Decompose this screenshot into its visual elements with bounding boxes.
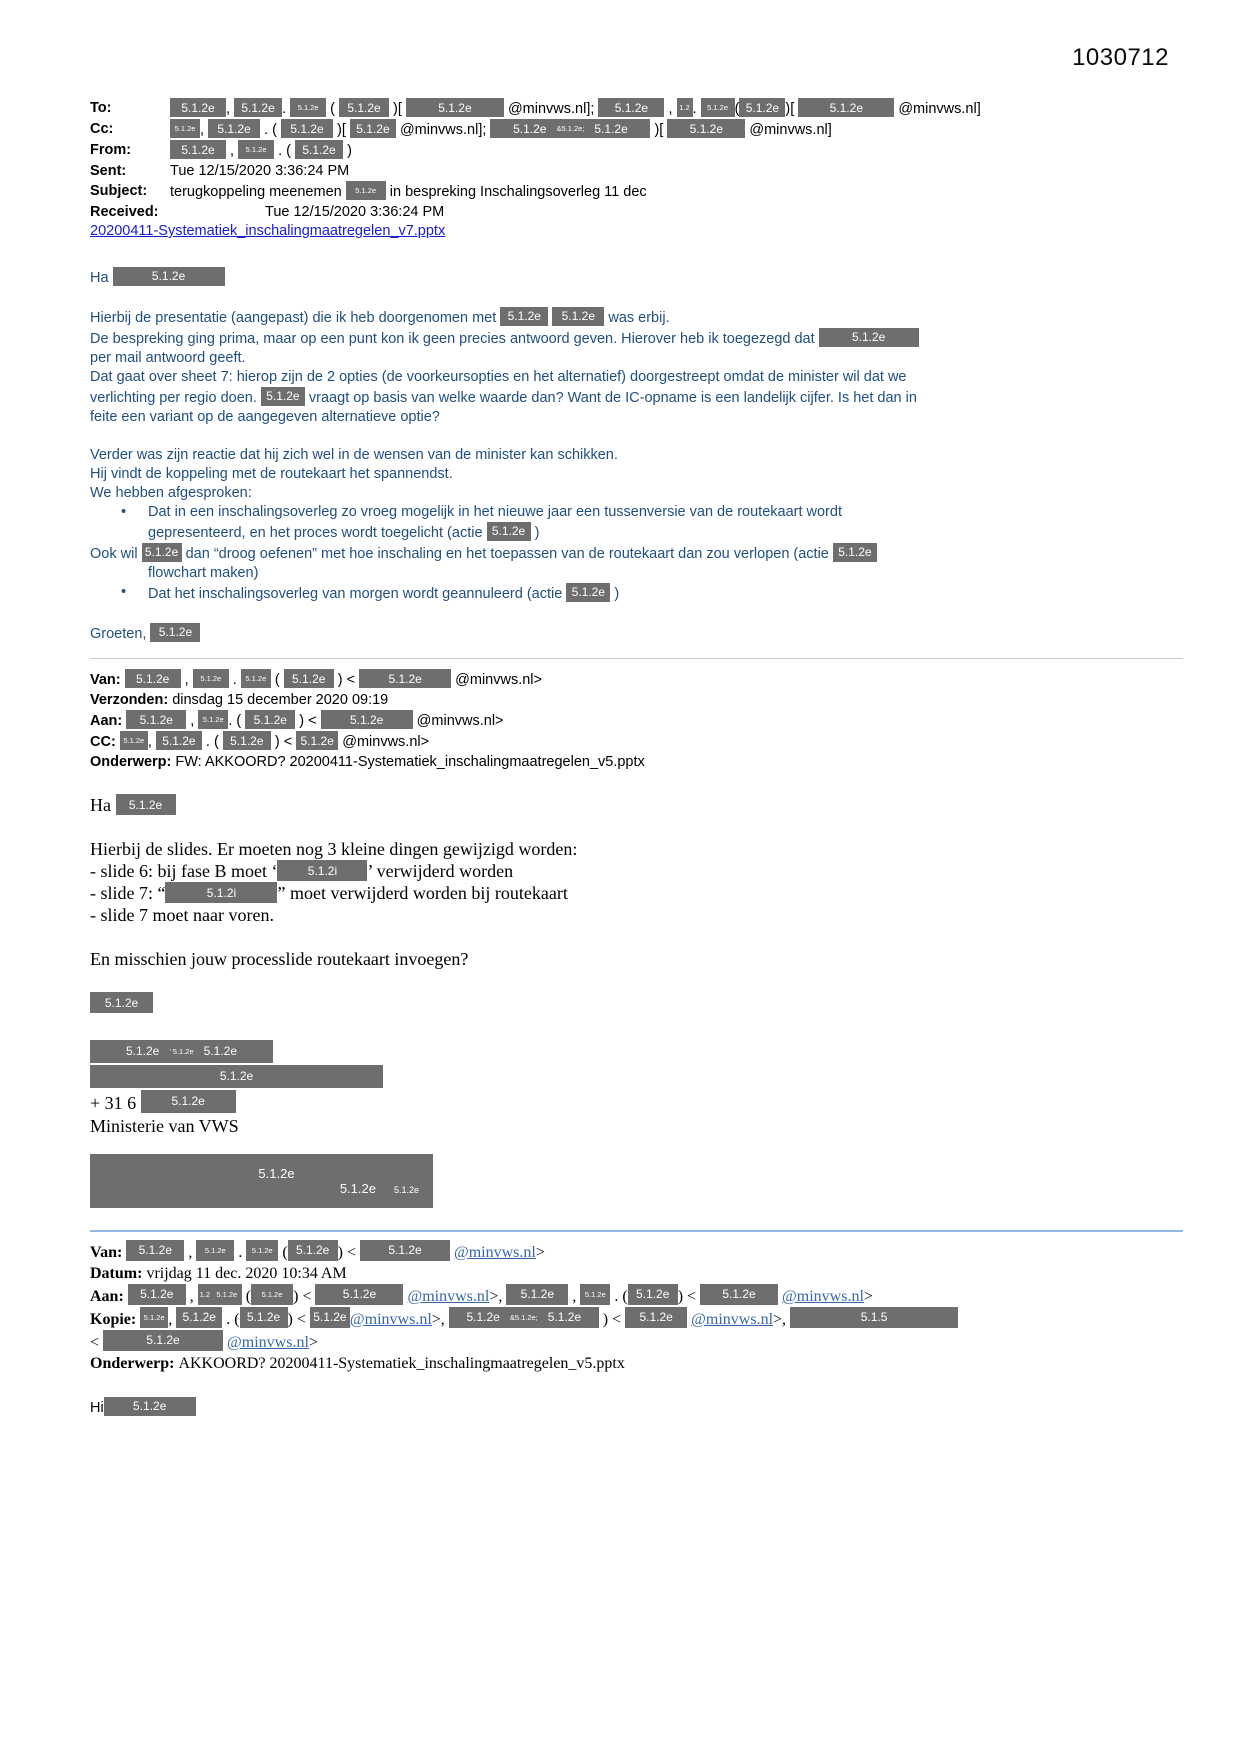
text-line [90,1284,1183,1307]
field-value [170,98,1183,119]
text-span: >, [431,1311,449,1328]
redaction-box: 5.1.2e [126,1240,184,1261]
text-span: , [664,101,677,117]
text-span: ( [270,672,284,688]
text-span: @minvws.nl> [451,672,542,688]
blank-line [90,427,1183,446]
text-span: @minvws.nl] [745,122,832,138]
redaction-box: 5.1.2e [246,1240,278,1261]
field-label: Datum: [90,1265,147,1282]
text-line [90,484,1183,503]
text-span: terugkoppeling meenemen [170,184,346,200]
text-span: vraagt op basis van welke waarde dan? Want de IC-opname is een landelijk cijfer. Is het dan in [304,390,917,406]
redaction-box: 5.1.5 [790,1307,958,1328]
header-field-row [90,161,1183,181]
redaction-box: 5.1.2e &5.1.2e; 5.1.2e [449,1307,599,1328]
text-span: , [568,1288,581,1305]
text-span: , [200,122,209,138]
redaction-box: 5.1.2e [238,140,274,159]
text-span: < [90,1334,104,1351]
field-label: Onderwerp: [90,1355,179,1372]
blank-line [90,772,1183,794]
text-span: vrijdag 11 dec. 2020 10:34 AM [146,1265,347,1282]
text-span: , [186,713,199,729]
email1-body [90,267,1183,644]
text-span: @minvws.nl] [894,101,981,117]
text-line [90,1090,1183,1115]
text-line [90,710,1183,731]
blank-line [90,288,1183,307]
redaction-box: 5.1.2e [819,328,919,347]
redaction-box: 5.1.2e [90,992,153,1013]
text-line [90,349,1183,368]
text-line [90,1040,1183,1065]
text-span: flowchart maken) [148,565,259,581]
text-line [90,690,1183,710]
blank-line [90,816,1183,838]
redaction-box: 5.1.2e [315,1284,403,1305]
text-span: ) [610,586,620,602]
blank-line [90,970,1183,992]
blank-line [90,1378,1183,1397]
redaction-box: 5.1.2e [281,119,333,138]
redaction-box: 5.1.2e [241,669,271,688]
text-span: ) < [677,1288,701,1305]
redaction-box: 1.2 [198,1284,212,1305]
document-number: 1030712 [1072,44,1169,71]
text-span: - slide 7: “ [90,883,166,903]
text-span: > [535,1244,545,1261]
text-span: dan “droog oefenen” met hoe inschaling en het toepassen van de routekaart dan zou verlopen (actie [181,546,833,562]
redaction-box: 5.1.2e [116,794,176,815]
text-line [90,1065,1183,1090]
redaction-box: 5.1.2e [120,731,148,750]
text-line [90,465,1183,484]
text-span: . ( [610,1288,628,1305]
text-span: Ha [90,795,116,815]
text-span: >, [489,1288,507,1305]
text-line [90,1240,1183,1263]
email3-header [90,1240,1183,1374]
redaction-box: 5.1.2e [196,1240,234,1261]
text-line [90,328,1183,349]
redaction-box: 5.1.2e [288,1240,338,1261]
text-span: Dat het inschalingsoverleg van morgen wordt geannuleerd (actie [148,586,567,602]
header-field-row [90,98,1183,119]
text-span: > [308,1334,318,1351]
field-label: Van: [90,1244,127,1261]
redaction-box: 5.1.2e [126,710,186,729]
text-span: ( [326,101,340,117]
text-span: ) < [295,713,321,729]
text-span: >, [773,1311,791,1328]
text-span: , [226,101,235,117]
text-span: Hierbij de slides. Er moeten nog 3 kleine dingen gewijzigd worden: [90,839,578,859]
redaction-box: 5.1.2e [628,1284,678,1305]
field-label: CC: [90,734,120,750]
text-span: , [147,734,156,750]
redaction-box: 5.1.2e [103,1330,223,1351]
text-line [90,948,1183,970]
field-label: Verzonden: [90,692,173,708]
field-label: Subject: [90,183,148,199]
redaction-box: 5.1.2e [833,543,877,562]
text-span: per mail antwoord geeft. [90,350,246,366]
text-span: @minvws.nl> [412,713,504,729]
redaction-box: 5.1.2e [251,1284,293,1305]
field-label: Received: [90,204,159,220]
text-span: Ha [90,270,113,286]
email-address-link[interactable]: @minvws.nl [454,1244,536,1261]
redaction-box: 5.1.2e 5.1.2e [339,1181,419,1196]
field-label: Sent: [90,163,127,179]
text-span: . [282,101,291,117]
text-span: Dat gaat over sheet 7: hierop zijn de 2 opties (de voorkeursopties en het alternatief) doorgestreept omdat de minister wil dat we [90,369,907,385]
text-span: ) < [293,1288,316,1305]
redaction-box: 5.1.2e [625,1307,687,1328]
email2-body [90,772,1183,1014]
redaction-box: 5.1.2e [296,731,338,750]
redaction-box: 5.1.2e [113,267,225,286]
text-span: . [692,101,701,117]
email-address-link[interactable]: @minvws.nl [782,1288,864,1305]
redaction-box: 5.1.2e [667,119,745,138]
text-line [90,752,1183,772]
text-span: > [863,1288,873,1305]
redaction-box: 5.1.2e [284,669,334,688]
text-line [90,222,1183,241]
text-span: - slide 6: bij fase B moet ‘ [90,861,278,881]
redaction-box: 5.1.2e [240,1307,288,1328]
redaction-box: 5.1.2e [359,669,451,688]
text-span: Hij vindt de koppeling met de routekaart het spannendst. [90,466,453,482]
redaction-box: 5.1.2e [406,98,504,117]
redaction-box: 5.1.2e [176,1307,222,1328]
text-span: )[ [650,122,668,138]
text-line [90,1115,1183,1138]
redaction-box: 1.2 [677,98,693,117]
redaction-box: 5.1.2e [258,1166,295,1181]
text-line [90,583,1183,604]
text-line [90,503,1183,522]
text-span: dinsdag 15 december 2020 09:19 [172,692,389,708]
header-field-row [90,181,1183,202]
text-line [90,882,1183,904]
text-span: )[ [389,101,406,117]
text-span: ’ verwijderd worden [367,861,514,881]
text-line [90,564,1183,583]
text-span: Verder was zijn reactie dat hij zich wel in de wensen van de minister kan schikken. [90,447,618,463]
redaction-box: 5.1.2e [701,98,735,117]
text-span: ) [530,525,540,541]
text-span: Hierbij de presentatie (aangepast) die ik heb doorgenomen met [90,310,501,326]
text-span: We hebben afgesproken: [90,485,252,501]
text-span: ) [343,143,352,159]
field-label: To: [90,100,112,116]
redaction-box: 5.1.2e [128,1284,186,1305]
text-line [90,522,1183,543]
text-span: , [184,1244,197,1261]
redaction-box: 5.1.2e ’ 5.1.2e 5.1.2e [90,1040,273,1063]
text-line [90,904,1183,926]
text-line [90,623,1183,644]
text-span: ( [241,1288,252,1305]
text-span: ( [734,101,740,117]
text-line [90,1353,1183,1374]
text-span: , [168,1311,177,1328]
field-label: Aan: [90,713,127,729]
email1-header [90,98,1183,222]
redaction-box: 5.1.2e [500,307,548,326]
text-span: Tue 12/15/2020 3:36:24 PM [170,163,350,179]
text-span: in bespreking Inschalingsoverleg 11 dec [385,184,647,200]
redaction-box: 5.1.2i [277,860,367,881]
text-span: @minvws.nl]; [395,122,491,138]
text-span: En misschien jouw processlide routekaart invoegen? [90,949,469,969]
blank-line [90,604,1183,623]
text-span: Hi [90,1400,104,1416]
text-span: - slide 7 moet naar voren. [90,905,274,925]
text-line [90,1330,1183,1353]
field-label: From: [90,142,132,158]
redaction-box: 5.1.2e &5.1.2e; 5.1.2e [490,119,650,138]
attachment-row [90,222,1183,241]
text-line [90,669,1183,690]
text-span: . ( [260,122,282,138]
text-span: FW: AKKOORD? 20200411-Systematiek_inschalingmaatregelen_v5.pptx [175,754,645,770]
text-span: was erbij. [604,310,670,326]
text-line [90,267,1183,288]
redaction-box: 5.1.2e [339,98,389,117]
text-line [90,1397,1183,1419]
redaction-box: 5.1.2e [310,1307,350,1328]
text-span: . [234,1244,247,1261]
field-label: Onderwerp: [90,754,176,770]
text-line [90,368,1183,387]
text-span: . ( [222,1311,240,1328]
text-line [90,1307,1183,1330]
text-span: Ministerie van VWS [90,1116,239,1136]
redaction-box: 5.1.2e [295,140,343,159]
text-line [90,731,1183,752]
redaction-box: 5.1.2e [566,583,610,602]
text-span: ( [278,1244,288,1261]
text-line [90,838,1183,860]
redaction-box: 5.1.2e [150,623,200,642]
text-span: . ( [274,143,296,159]
text-span: Tue 12/15/2020 3:36:24 PM [265,204,445,220]
redaction-box: 5.1.2e [506,1284,568,1305]
text-line [90,992,1183,1014]
text-line [90,794,1183,816]
text-span: , [226,143,239,159]
redaction-box: 5.1.2e [208,119,260,138]
email-address-link[interactable]: @minvws.nl [227,1334,309,1351]
redaction-box: 5.1.2e [598,98,664,117]
text-span: ) < [333,672,360,688]
redaction-box: 5.1.2e [212,1284,242,1305]
field-value [170,140,1183,161]
redaction-box: 5.1.2e [580,1284,610,1305]
text-span: , [180,672,193,688]
redaction-box: 5.1.2e [170,98,226,117]
redaction-box: 5.1.2e [141,1090,236,1113]
redaction-box: 5.1.2e [193,669,229,688]
redaction-box: 5.1.2e [739,98,785,117]
redaction-box: 5.1.2e [142,543,182,562]
header-field-row [90,119,1183,140]
text-line [90,1263,1183,1284]
field-value [170,161,1183,181]
text-line [90,446,1183,465]
redaction-box: 5.1.2e [223,731,271,750]
text-span: De bespreking ging prima, maar op een punt kon ik geen precies antwoord geven. Hierover heb ik toegezegd dat [90,331,819,347]
field-label: Van: [90,672,125,688]
signature-redaction-block [90,1154,433,1208]
redaction-box: 5.1.2e [346,181,386,200]
redaction-box: 5.1.2e [140,1307,168,1328]
field-value [170,119,1183,140]
redaction-box: 5.1.2e [290,98,326,117]
redaction-box: 5.1.2e [170,119,200,138]
text-line [90,543,1183,564]
text-span: feite een variant op de aangegeven alternatieve optie? [90,409,440,425]
text-span: Groeten, [90,626,151,642]
field-label: Kopie: [90,1311,141,1328]
redaction-box: 5.1.2e [552,307,604,326]
redaction-box: 5.1.2e [104,1397,196,1416]
text-span: verlichting per regio doen. [90,390,261,406]
email-address-link[interactable]: @minvws.nl [691,1311,774,1328]
redaction-box: 5.1.2e [234,98,282,117]
text-span: Ook wil [90,546,142,562]
text-span: ” moet verwijderd worden bij routekaart [277,883,568,903]
text-span: @minvws.nl]; [503,101,599,117]
text-line [90,408,1183,427]
redaction-box: 5.1.2i [165,882,277,903]
text-span: ) < [598,1311,626,1328]
field-value [170,181,1183,202]
blank-line [90,926,1183,948]
email-address-link[interactable]: @minvws.nl [407,1288,490,1305]
text-span: + 31 6 [90,1093,141,1113]
text-span: Dat in een inschalingsoverleg zo vroeg mogelijk in het nieuwe jaar een tussenversie van de routekaart wordt [148,504,842,520]
field-label: Aan: [90,1288,128,1305]
section-divider [90,658,1183,659]
redaction-box: 5.1.2e [156,731,202,750]
field-value [170,202,1183,222]
text-span: )[ [333,122,350,138]
redaction-box: 5.1.2e [350,119,396,138]
text-span: . ( [201,734,223,750]
redaction-box: 5.1.2e [245,710,295,729]
text-span: ) < [337,1244,360,1261]
text-span: AKKOORD? 20200411-Systematiek_inschalingmaatregelen_v5.pptx [178,1355,625,1372]
email3-body [90,1378,1183,1419]
redaction-box: 5.1.2e [487,522,531,541]
redaction-box: 5.1.2e [90,1065,383,1088]
text-span: gepresenteerd, en het proces wordt toegelicht (actie [148,525,487,541]
text-span: . [228,672,241,688]
text-span: ) < [270,734,297,750]
header-field-row [90,202,1183,222]
redaction-box: 5.1.2e [198,710,228,729]
text-span: , [185,1288,198,1305]
text-span: @minvws.nl> [338,734,430,750]
header-field-row [90,140,1183,161]
field-label: Cc: [90,121,114,137]
text-span: . ( [228,713,246,729]
section-divider-blue [90,1230,1183,1232]
text-line [90,307,1183,328]
email-address-link[interactable]: @minvws.nl [349,1311,432,1328]
redaction-box: 5.1.2e [798,98,894,117]
attachment-link[interactable]: 20200411-Systematiek_inschalingmaatregelen_v7.pptx [90,223,446,239]
signature-block [90,1040,1183,1138]
redaction-box: 5.1.2e [170,140,226,159]
text-line [90,860,1183,882]
email2-header [90,669,1183,772]
redaction-box: 5.1.2e [125,669,181,688]
redaction-box: 5.1.2e [261,387,305,406]
text-span: ) < [287,1311,310,1328]
redaction-box: 5.1.2e [700,1284,778,1305]
redaction-box: 5.1.2e [321,710,413,729]
text-line [90,387,1183,408]
redaction-box: 5.1.2e [360,1240,450,1261]
text-span: )[ [785,101,799,117]
